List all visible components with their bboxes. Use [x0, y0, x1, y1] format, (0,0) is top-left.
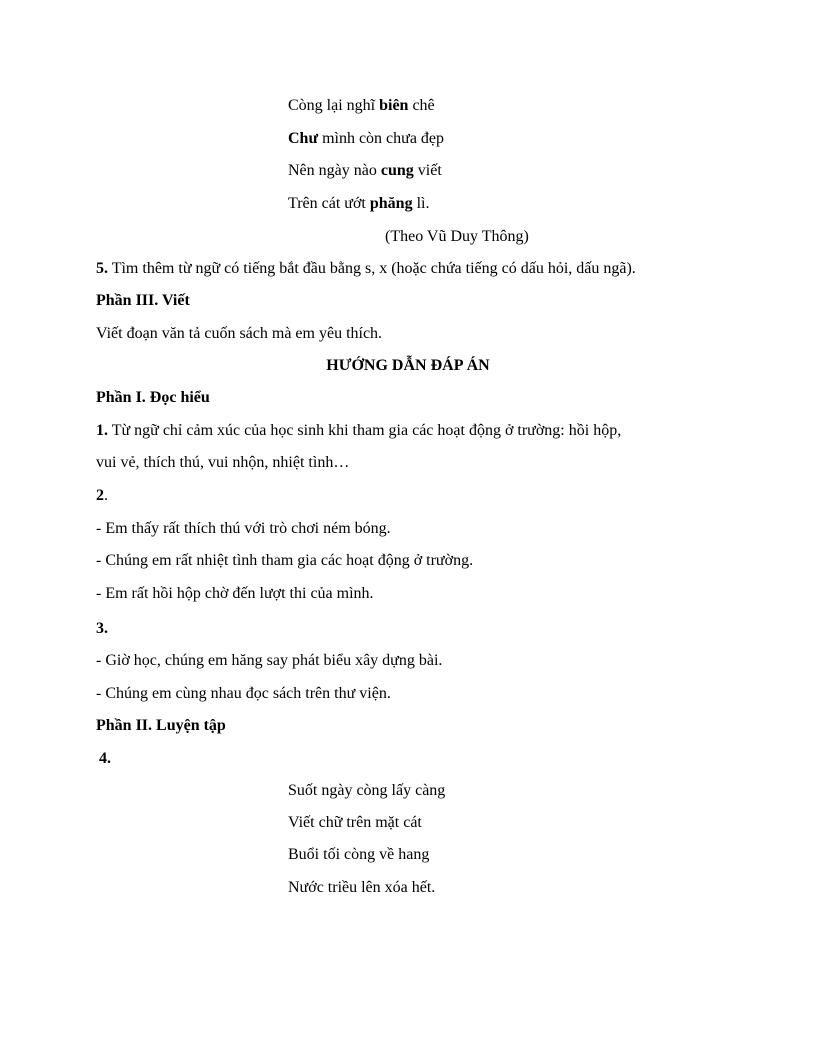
answer-2-item: - Chúng em rất nhiệt tình tham gia các hoạt động ở trường. — [96, 552, 474, 569]
poem-line-2 — [288, 129, 444, 149]
answer-2: 2. — [96, 487, 108, 504]
answer-2-item: - Em rất hồi hộp chờ đến lượt thi của mình. — [96, 585, 374, 602]
part2-heading: Phần II. Luyện tập — [96, 717, 226, 734]
poem-text: Trên cát ướt — [288, 195, 370, 212]
poem-text: lì. — [412, 195, 430, 212]
answer-number: 4. — [99, 750, 111, 767]
poem-line-3 — [288, 161, 442, 181]
poem-text: mình còn chưa đẹp — [318, 130, 445, 147]
answer-3-item: - Chúng em cùng nhau đọc sách trên thư viện. — [96, 685, 391, 702]
answer-2-item: - Em thấy rất thích thú với trò chơi ném bóng. — [96, 520, 391, 537]
poem-text: Nên ngày nào — [288, 162, 381, 179]
answer-3-item: - Giờ học, chúng em hăng say phát biểu xây dựng bài. — [96, 652, 443, 669]
question-text: Tìm thêm từ ngữ có tiếng bắt đầu bằng s, x (hoặc chứa tiếng có dấu hỏi, dấu ngã). — [108, 260, 636, 277]
poem-line-4 — [288, 194, 429, 214]
answer-4-poem-line: Nước triều lên xóa hết. — [288, 879, 436, 896]
answer-number: 1. — [96, 422, 108, 439]
poem-corrected-word: Chư — [288, 130, 319, 147]
answer-4-poem-line: Buổi tối còng về hang — [288, 846, 430, 863]
poem-line-1 — [288, 96, 435, 116]
poem-source: (Theo Vũ Duy Thông) — [385, 228, 529, 245]
poem-corrected-word: phăng — [369, 195, 413, 212]
poem-corrected-word: biên — [379, 97, 409, 114]
poem-text: Còng lại nghĩ — [288, 97, 380, 114]
answer-4-poem-line: Suốt ngày còng lấy càng — [288, 782, 446, 799]
poem-text: chê — [408, 97, 435, 114]
answers-heading: HƯỚNG DẪN ĐÁP ÁN — [326, 357, 490, 374]
answer-3 — [96, 619, 108, 639]
part3-prompt: Viết đoạn văn tả cuốn sách mà em yêu thích. — [96, 325, 383, 342]
answer-1 — [96, 421, 621, 441]
part1-heading: Phần I. Đọc hiểu — [96, 389, 210, 406]
answer-number: 3. — [96, 620, 108, 637]
poem-corrected-word: cung — [380, 162, 414, 179]
poem-text: viết — [413, 162, 442, 179]
answer-4-poem-line: Viết chữ trên mặt cát — [288, 814, 422, 831]
part3-heading: Phần III. Viết — [96, 292, 190, 309]
answer-1-continued: vui vẻ, thích thú, vui nhộn, nhiệt tình… — [96, 454, 350, 471]
answer-text: Từ ngữ chỉ cảm xúc của học sinh khi tham gia các hoạt động ở trường: hồi hộp, — [108, 422, 622, 439]
question-number: 5. — [96, 260, 108, 277]
question-5 — [96, 259, 636, 279]
answer-4 — [99, 749, 111, 769]
answer-number: 2 — [96, 487, 104, 504]
